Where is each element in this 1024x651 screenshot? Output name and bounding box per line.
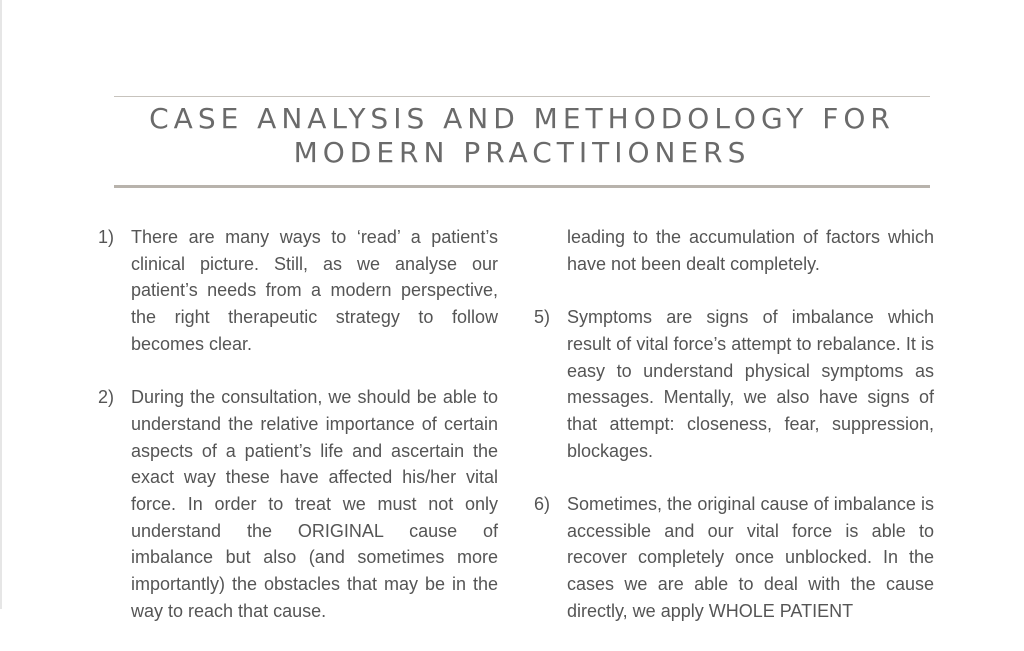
page-title-line-1: CASE ANALYSIS AND METHODOLOGY FOR bbox=[149, 102, 895, 135]
page-title bbox=[114, 102, 930, 170]
page-title-line-2: MODERN PRACTITIONERS bbox=[293, 136, 751, 169]
list-item-text: Symptoms are signs of imbalance which result of vital force’s attempt to rebalance. It is easy to understand physical symptoms as messages. Mentally, we also have signs of that attempt: closeness, fear, suppression, blockages. bbox=[567, 307, 934, 461]
left-column bbox=[98, 224, 498, 651]
list-item-number: 5) bbox=[534, 307, 551, 328]
list-item-number: 6) bbox=[534, 494, 551, 514]
list-item-number: 1) bbox=[98, 227, 115, 247]
list-item-number: 2) bbox=[98, 387, 115, 408]
list-item-5 bbox=[534, 304, 934, 464]
list-item-2 bbox=[98, 384, 498, 624]
list-item-1 bbox=[98, 224, 498, 358]
list-item-text: leading to the accumulation of factors which have not been dealt completely. bbox=[567, 227, 934, 274]
list-item-text: There are many ways to ‘read’ a patient’s clinical picture. Still, as we analyse our patient’s needs from a modern perspective, the right therapeutic strategy to follow becomes clear. bbox=[131, 227, 498, 354]
list-item-text: During the consultation, we should be able to understand the relative importance of certain aspects of a patient’s life and ascertain the exact way these have affected his/her vital force. In order to treat we must not only understand the ORIGINAL cause of imbalance but also (and sometimes more importantly) the obstacles that may be in the way to reach that cause. bbox=[131, 387, 498, 621]
right-column bbox=[534, 224, 934, 651]
list-item-6 bbox=[534, 491, 934, 625]
list-item-4-continuation bbox=[534, 224, 934, 277]
title-top-rule bbox=[114, 96, 930, 97]
page-left-edge bbox=[0, 0, 2, 609]
list-item-text: Sometimes, the original cause of imbalance is accessible and our vital force is able to recover completely once unblocked. In the cases we are able to deal with the cause directly, we apply WHOLE PATIENT bbox=[567, 494, 934, 621]
title-bottom-rule bbox=[114, 185, 930, 188]
